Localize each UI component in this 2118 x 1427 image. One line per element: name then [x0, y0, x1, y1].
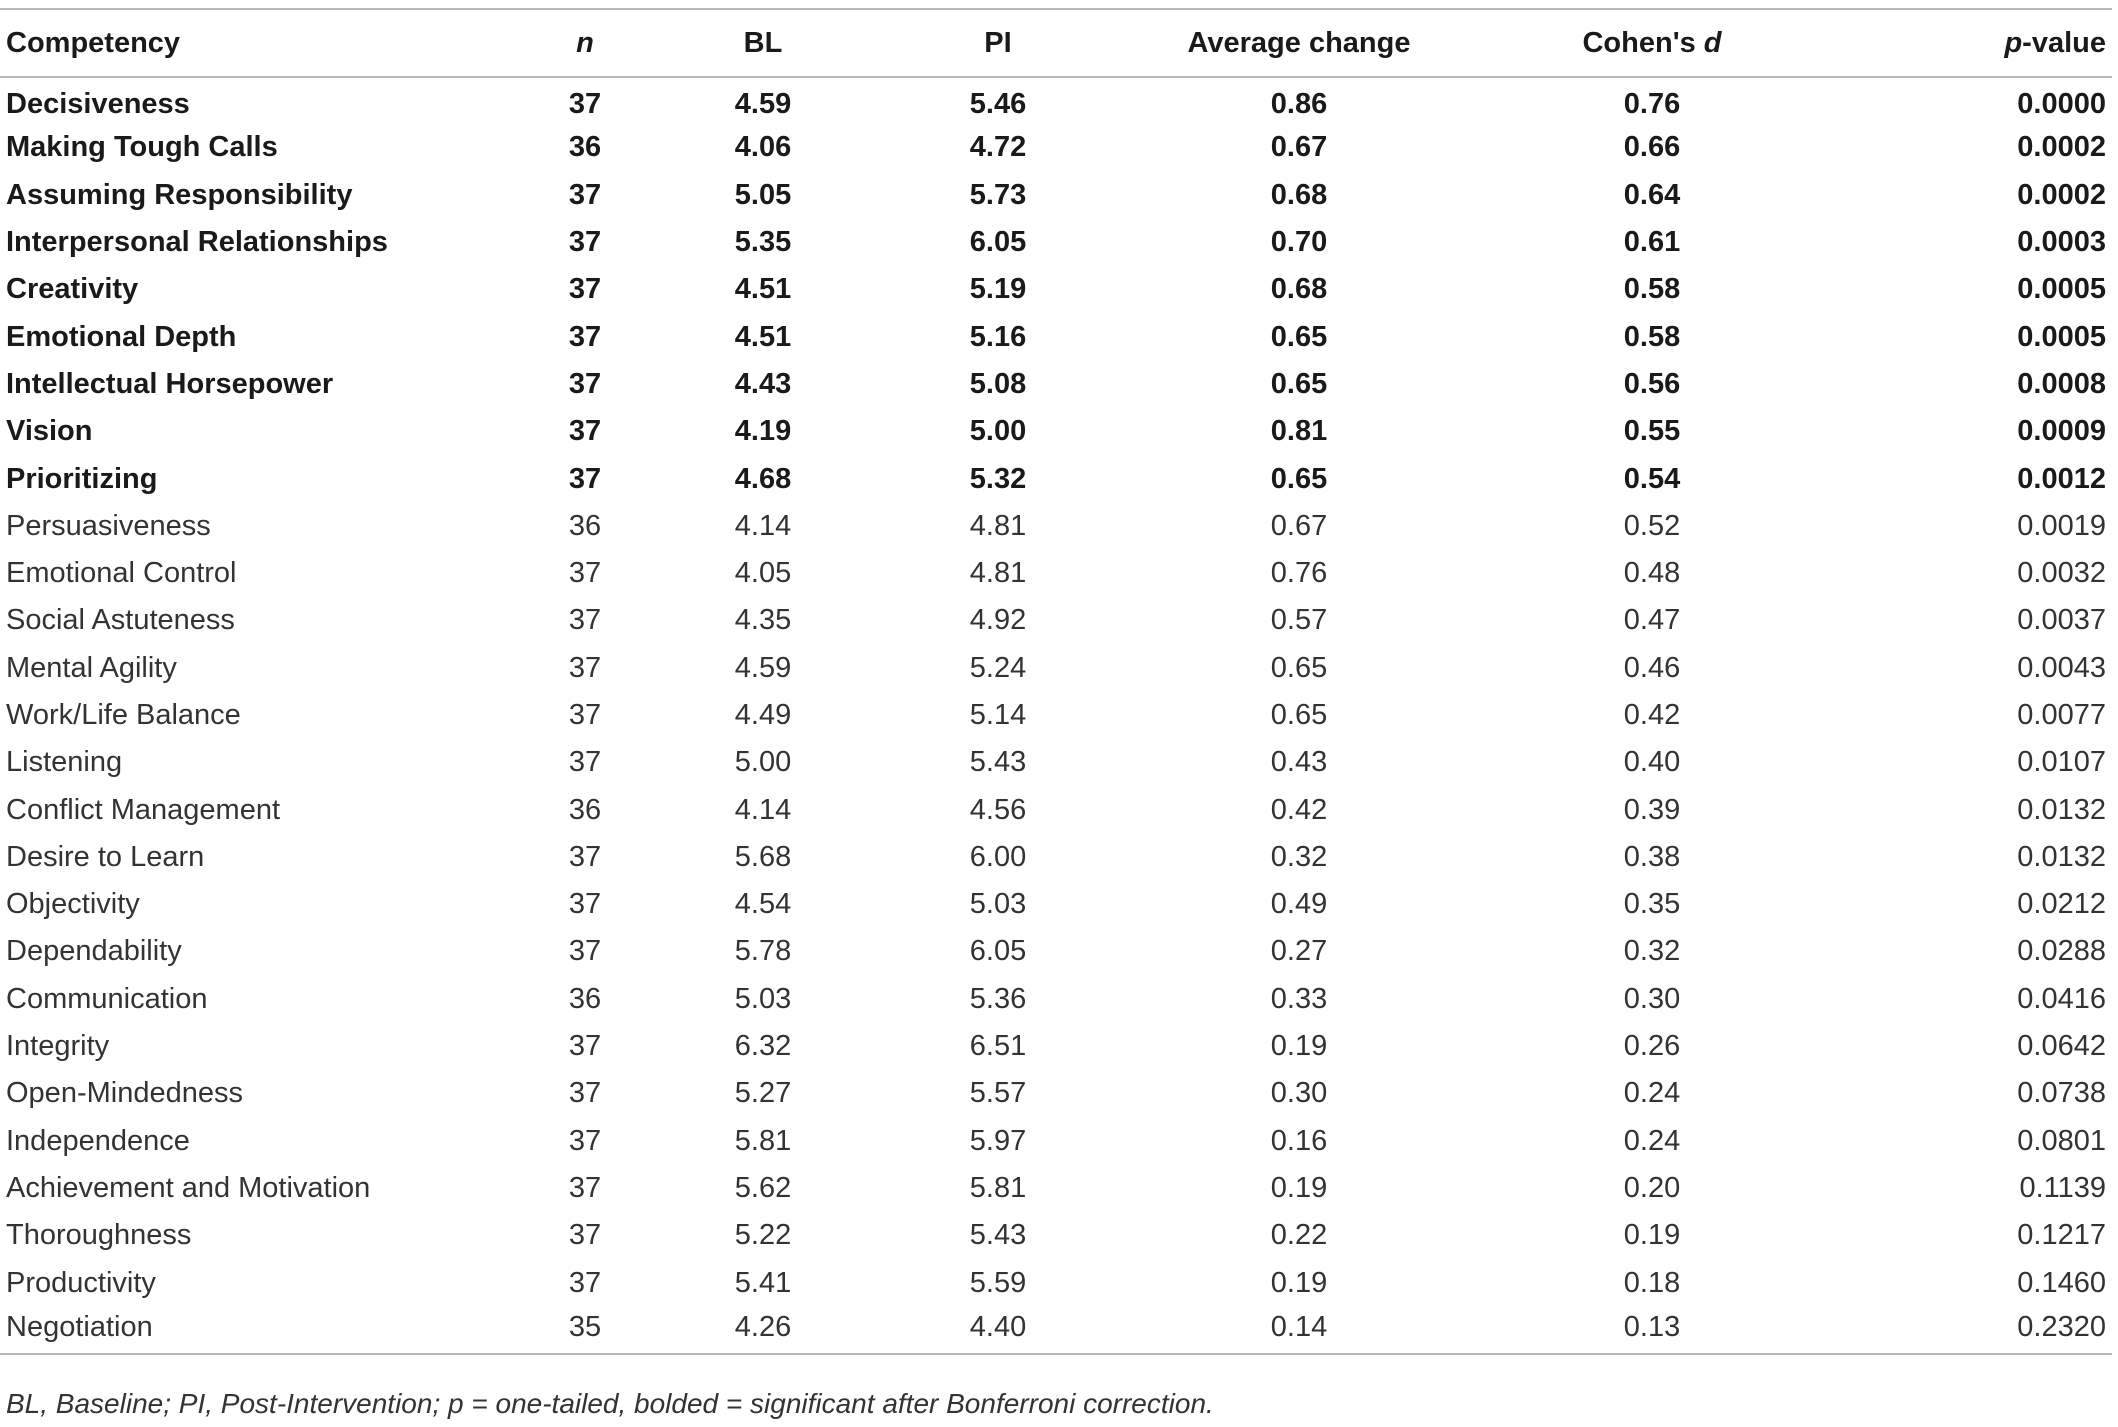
cell-cohens-d: 0.38 [1623, 840, 1681, 873]
cell-cohens-d: 0.24 [1623, 1124, 1681, 1157]
cell-competency: Independence [6, 1124, 190, 1157]
cell-pi: 5.24 [969, 651, 1027, 684]
cell-average-change: 0.30 [1270, 1077, 1328, 1110]
table-row [0, 550, 2112, 597]
cell-bl: 4.68 [734, 462, 792, 495]
cell-cohens-d: 0.18 [1623, 1266, 1681, 1299]
header-cohens-d [1478, 9, 1826, 77]
cell-cohens-d: 0.13 [1478, 1307, 1826, 1354]
cell-p-value: 0.0002 [2017, 131, 2106, 164]
cell-n: 37 [568, 651, 602, 684]
header-bl: BL [650, 9, 876, 77]
header-cohens-d-prefix: Cohen's [1582, 26, 1704, 59]
cell-pi: 5.00 [969, 415, 1027, 448]
cell-competency: Social Astuteness [6, 604, 235, 637]
table-header-row [0, 9, 2112, 77]
cell-bl: 4.43 [734, 367, 792, 400]
cell-competency: Integrity [6, 1030, 110, 1063]
cell-average-change: 0.65 [1270, 462, 1328, 495]
cell-n: 37 [568, 273, 602, 306]
cell-n: 37 [568, 840, 602, 873]
cell-p-value: 0.0005 [2017, 273, 2106, 306]
cell-average-change: 0.32 [1270, 840, 1328, 873]
cell-cohens-d: 0.47 [1623, 604, 1681, 637]
cell-bl: 4.35 [734, 604, 792, 637]
cell-cohens-d: 0.58 [1623, 320, 1681, 353]
cell-cohens-d: 0.39 [1623, 793, 1681, 826]
cell-competency: Interpersonal Relationships [6, 226, 388, 259]
cell-n: 37 [568, 557, 602, 590]
table-row [0, 597, 2112, 644]
cell-average-change: 0.65 [1270, 367, 1328, 400]
header-pi: PI [876, 9, 1120, 77]
table-row [0, 786, 2112, 833]
cell-p-value: 0.0002 [2017, 178, 2106, 211]
table-row [0, 1165, 2112, 1212]
cell-average-change: 0.19 [1270, 1030, 1328, 1063]
cell-average-change: 0.19 [1270, 1171, 1328, 1204]
table-row [0, 503, 2112, 550]
cell-average-change: 0.76 [1270, 557, 1328, 590]
cell-competency: Making Tough Calls [6, 131, 278, 164]
table-row [0, 1307, 2112, 1354]
header-n: n [520, 9, 650, 77]
cell-average-change: 0.67 [1270, 509, 1328, 542]
cell-competency: Negotiation [0, 1307, 520, 1354]
cell-pi: 4.92 [969, 604, 1027, 637]
cell-pi: 5.36 [969, 982, 1027, 1015]
cell-bl: 5.81 [734, 1124, 792, 1157]
cell-average-change: 0.86 [1270, 87, 1328, 120]
table-row [0, 928, 2112, 975]
table-row [0, 313, 2112, 360]
cell-competency: Desire to Learn [6, 840, 205, 873]
cell-cohens-d: 0.19 [1623, 1219, 1681, 1252]
cell-competency: Work/Life Balance [6, 699, 241, 731]
cell-pi: 5.43 [969, 1219, 1027, 1252]
cell-pi: 6.05 [969, 935, 1027, 968]
cell-pi: 5.46 [969, 87, 1027, 120]
cell-cohens-d: 0.61 [1623, 226, 1681, 259]
cell-bl: 4.59 [734, 87, 792, 120]
table-row [0, 124, 2112, 171]
cell-cohens-d: 0.32 [1623, 935, 1681, 968]
cell-cohens-d: 0.55 [1623, 415, 1681, 448]
cell-p-value: 0.0132 [2017, 840, 2106, 873]
table-row [0, 266, 2112, 313]
cell-cohens-d: 0.46 [1623, 651, 1681, 684]
cell-competency: Dependability [6, 935, 182, 968]
cell-p-value: 0.0801 [2017, 1124, 2106, 1157]
cell-bl: 4.54 [734, 888, 792, 921]
cell-pi: 5.57 [969, 1077, 1027, 1110]
cell-p-value: 0.2320 [1826, 1307, 2112, 1354]
cell-cohens-d: 0.48 [1623, 557, 1681, 590]
cell-bl: 5.78 [734, 935, 792, 968]
cell-pi: 5.16 [969, 320, 1027, 353]
cell-pi: 5.19 [969, 273, 1027, 306]
cell-pi: 5.08 [969, 367, 1027, 400]
cell-bl: 4.51 [734, 273, 792, 306]
cell-p-value: 0.0077 [2017, 699, 2106, 731]
cell-average-change: 0.68 [1270, 273, 1328, 306]
cell-p-value: 0.0019 [2017, 509, 2106, 542]
cell-n: 37 [568, 178, 602, 211]
cell-n: 37 [568, 462, 602, 495]
cell-pi: 4.40 [876, 1307, 1120, 1354]
cell-competency: Productivity [6, 1266, 156, 1299]
table-row [0, 976, 2112, 1023]
cell-cohens-d: 0.76 [1623, 87, 1681, 120]
cell-p-value: 0.0738 [2017, 1077, 2106, 1110]
header-p-suffix: -value [2022, 26, 2106, 59]
cell-bl: 6.32 [734, 1030, 792, 1063]
cell-competency: Assuming Responsibility [6, 178, 353, 211]
cell-average-change: 0.42 [1270, 793, 1328, 826]
cell-competency: Emotional Control [6, 557, 237, 590]
cell-average-change: 0.65 [1270, 651, 1328, 684]
cell-n: 37 [568, 87, 602, 120]
cell-cohens-d: 0.56 [1623, 367, 1681, 400]
cell-n: 37 [568, 320, 602, 353]
cell-bl: 4.14 [734, 509, 792, 542]
cell-pi: 4.72 [969, 131, 1027, 164]
cell-bl: 4.05 [734, 557, 792, 590]
cell-average-change: 0.22 [1270, 1219, 1328, 1252]
table-row [0, 692, 2112, 739]
cell-p-value: 0.0000 [2017, 87, 2106, 120]
cell-cohens-d: 0.42 [1623, 699, 1681, 731]
table-row [0, 1023, 2112, 1070]
cell-bl: 4.59 [734, 651, 792, 684]
cell-bl: 5.00 [734, 746, 792, 779]
cell-p-value: 0.0107 [2017, 746, 2106, 779]
cell-p-value: 0.1460 [2017, 1266, 2106, 1299]
cell-bl: 5.05 [734, 178, 792, 211]
cell-average-change: 0.33 [1270, 982, 1328, 1015]
cell-pi: 4.56 [969, 793, 1027, 826]
cell-pi: 6.51 [969, 1030, 1027, 1063]
table-row [0, 1118, 2112, 1165]
cell-average-change: 0.68 [1270, 178, 1328, 211]
cell-bl: 4.49 [734, 699, 792, 731]
cell-pi: 5.59 [969, 1266, 1027, 1299]
table-row [0, 455, 2112, 502]
cell-competency: Prioritizing [6, 462, 158, 495]
header-average-change: Average change [1120, 9, 1478, 77]
cell-p-value: 0.0003 [2017, 226, 2106, 259]
cell-average-change: 0.57 [1270, 604, 1328, 637]
cell-bl: 4.51 [734, 320, 792, 353]
cell-p-value: 0.0043 [2017, 651, 2106, 684]
cell-cohens-d: 0.58 [1623, 273, 1681, 306]
cell-cohens-d: 0.40 [1623, 746, 1681, 779]
cell-p-value: 0.0012 [2017, 462, 2106, 495]
header-p-value [1826, 9, 2112, 77]
competency-results-table [0, 8, 2112, 1355]
cell-bl: 5.68 [734, 840, 792, 873]
table-row [0, 1070, 2112, 1117]
cell-average-change: 0.14 [1120, 1307, 1478, 1354]
cell-p-value: 0.0037 [2017, 604, 2106, 637]
cell-cohens-d: 0.20 [1623, 1171, 1681, 1204]
cell-competency: Decisiveness [6, 87, 190, 120]
table-footnote: BL, Baseline; PI, Post-Intervention; p = one-tailed, bolded = significant after Bonferroni correction. [6, 1388, 1214, 1419]
table-row [0, 1259, 2112, 1306]
cell-pi: 4.81 [969, 509, 1027, 542]
cell-pi: 5.43 [969, 746, 1027, 779]
cell-competency: Achievement and Motivation [6, 1171, 371, 1204]
table-row [0, 645, 2112, 692]
cell-n: 36 [568, 131, 602, 164]
cell-cohens-d: 0.64 [1623, 178, 1681, 211]
cell-p-value: 0.0416 [2017, 982, 2106, 1015]
cell-n: 37 [568, 1124, 602, 1157]
cell-average-change: 0.81 [1270, 415, 1328, 448]
cell-n: 37 [568, 226, 602, 259]
cell-average-change: 0.43 [1270, 746, 1328, 779]
cell-bl: 4.14 [734, 793, 792, 826]
cell-competency: Intellectual Horsepower [6, 367, 334, 400]
table-row [0, 739, 2112, 786]
cell-competency: Creativity [6, 273, 139, 306]
cell-cohens-d: 0.54 [1623, 462, 1681, 495]
cell-p-value: 0.0132 [2017, 793, 2106, 826]
cell-pi: 6.00 [969, 840, 1027, 873]
cell-p-value: 0.0212 [2017, 888, 2106, 921]
cell-average-change: 0.70 [1270, 226, 1328, 259]
table-row [0, 1212, 2112, 1259]
cell-n: 37 [568, 1030, 602, 1063]
cell-pi: 5.14 [969, 699, 1027, 731]
table-row [0, 361, 2112, 408]
cell-n: 35 [520, 1307, 650, 1354]
cell-n: 37 [568, 604, 602, 637]
table-row [0, 77, 2112, 124]
cell-competency: Emotional Depth [6, 320, 237, 353]
cell-average-change: 0.27 [1270, 935, 1328, 968]
cell-bl: 5.03 [734, 982, 792, 1015]
cell-competency: Thoroughness [6, 1219, 192, 1252]
cell-average-change: 0.67 [1270, 131, 1328, 164]
cell-n: 37 [568, 1266, 602, 1299]
cell-bl: 4.26 [650, 1307, 876, 1354]
cell-n: 37 [568, 935, 602, 968]
cell-n: 37 [568, 415, 602, 448]
cell-p-value: 0.0008 [2017, 367, 2106, 400]
header-p-var: p [2004, 26, 2023, 59]
header-cohens-d-var: d [1703, 26, 1722, 59]
cell-competency: Vision [6, 415, 93, 448]
cell-cohens-d: 0.26 [1623, 1030, 1681, 1063]
cell-n: 36 [568, 982, 602, 1015]
header-competency: Competency [0, 9, 520, 77]
cell-competency: Mental Agility [6, 651, 177, 684]
table-row [0, 408, 2112, 455]
cell-n: 37 [568, 888, 602, 921]
cell-bl: 5.27 [734, 1077, 792, 1110]
cell-pi: 5.32 [969, 462, 1027, 495]
table-row [0, 219, 2112, 266]
cell-pi: 5.03 [969, 888, 1027, 921]
cell-p-value: 0.0005 [2017, 320, 2106, 353]
cell-pi: 5.97 [969, 1124, 1027, 1157]
cell-cohens-d: 0.66 [1623, 131, 1681, 164]
cell-cohens-d: 0.52 [1623, 509, 1681, 542]
cell-n: 37 [568, 1219, 602, 1252]
cell-n: 36 [568, 509, 602, 542]
cell-cohens-d: 0.30 [1623, 982, 1681, 1015]
cell-average-change: 0.65 [1270, 699, 1328, 731]
cell-bl: 4.06 [734, 131, 792, 164]
cell-p-value: 0.0009 [2017, 415, 2106, 448]
cell-n: 37 [568, 367, 602, 400]
cell-n: 36 [568, 793, 602, 826]
cell-bl: 5.41 [734, 1266, 792, 1299]
cell-p-value: 0.1139 [2019, 1171, 2106, 1204]
cell-p-value: 0.0288 [2017, 935, 2106, 968]
cell-pi: 4.81 [969, 557, 1027, 590]
cell-average-change: 0.65 [1270, 320, 1328, 353]
cell-cohens-d: 0.24 [1623, 1077, 1681, 1110]
cell-cohens-d: 0.35 [1623, 888, 1681, 921]
cell-bl: 5.22 [734, 1219, 792, 1252]
cell-competency: Communication [6, 982, 208, 1015]
cell-bl: 5.62 [734, 1171, 792, 1204]
cell-average-change: 0.19 [1270, 1266, 1328, 1299]
cell-n: 37 [568, 699, 602, 731]
cell-average-change: 0.16 [1270, 1124, 1328, 1157]
cell-competency: Conflict Management [6, 793, 281, 826]
cell-bl: 4.19 [734, 415, 792, 448]
cell-competency: Objectivity [6, 888, 140, 921]
cell-competency: Listening [6, 746, 123, 779]
table-body [0, 77, 2112, 1354]
table-row [0, 881, 2112, 928]
cell-average-change: 0.49 [1270, 888, 1328, 921]
table-row [0, 172, 2112, 219]
cell-competency: Open-Mindedness [6, 1077, 243, 1110]
cell-pi: 6.05 [969, 226, 1027, 259]
cell-bl: 5.35 [734, 226, 792, 259]
cell-n: 37 [568, 746, 602, 779]
cell-pi: 5.73 [969, 178, 1027, 211]
cell-pi: 5.81 [969, 1171, 1027, 1204]
table-row [0, 834, 2112, 881]
cell-p-value: 0.1217 [2017, 1219, 2106, 1252]
cell-n: 37 [568, 1077, 602, 1110]
cell-n: 37 [568, 1171, 602, 1204]
cell-p-value: 0.0032 [2017, 557, 2106, 590]
cell-p-value: 0.0642 [2017, 1030, 2106, 1063]
cell-competency: Persuasiveness [6, 509, 211, 542]
